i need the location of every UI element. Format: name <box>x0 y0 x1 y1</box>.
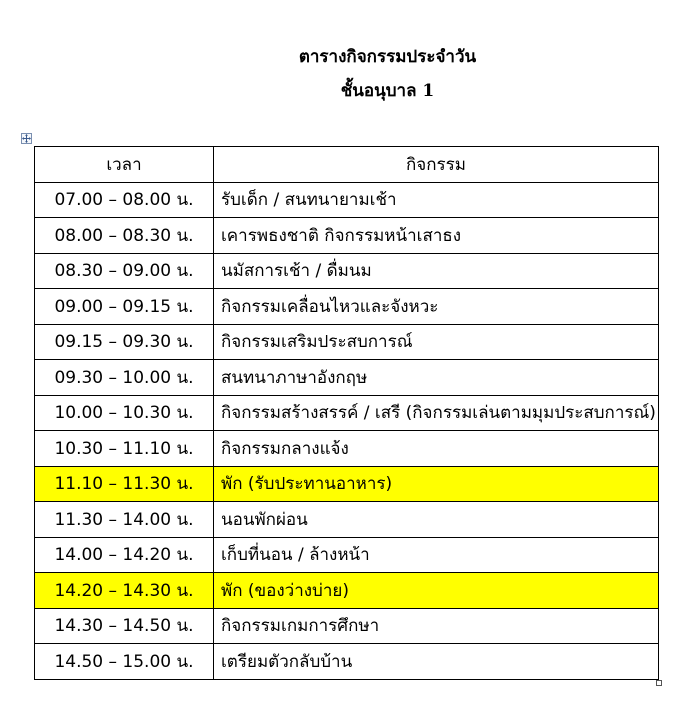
header-time: เวลา <box>35 147 214 183</box>
table-move-handle-icon[interactable] <box>21 133 32 144</box>
row-activity-cell: นอนพักผ่อน <box>214 502 659 538</box>
move-arrows-icon <box>22 134 31 143</box>
table-row <box>35 360 659 396</box>
document-title-block <box>0 40 699 108</box>
row-time-cell: 11.30 – 14.00 น. <box>35 502 214 538</box>
row-activity-cell: กิจกรรมสร้างสรรค์ / เสรี (กิจกรรมเล่นตามมุมประสบการณ์) <box>214 395 659 431</box>
row-time-cell: 08.00 – 08.30 น. <box>35 218 214 254</box>
row-time-cell: 09.00 – 09.15 น. <box>35 289 214 325</box>
row-activity-cell: พัก (รับประทานอาหาร) <box>214 466 659 502</box>
table-row <box>35 182 659 218</box>
table-row <box>35 608 659 644</box>
row-activity-cell: รับเด็ก / สนทนายามเช้า <box>214 182 659 218</box>
row-time-cell: 14.30 – 14.50 น. <box>35 608 214 644</box>
row-activity-cell: เก็บที่นอน / ล้างหน้า <box>214 537 659 573</box>
row-time-cell: 14.20 – 14.30 น. <box>35 573 214 609</box>
table-row <box>35 218 659 254</box>
table-row <box>35 644 659 680</box>
row-activity-cell: เตรียมตัวกลับบ้าน <box>214 644 659 680</box>
row-time-cell: 14.00 – 14.20 น. <box>35 537 214 573</box>
row-time-cell: 10.30 – 11.10 น. <box>35 431 214 467</box>
table-row <box>35 253 659 289</box>
row-time-cell: 11.10 – 11.30 น. <box>35 466 214 502</box>
row-time-cell: 09.15 – 09.30 น. <box>35 324 214 360</box>
table-row <box>35 431 659 467</box>
table-row <box>35 289 659 325</box>
row-time-cell: 07.00 – 08.00 น. <box>35 182 214 218</box>
row-activity-cell: นมัสการเช้า / ดื่มนม <box>214 253 659 289</box>
table-row <box>35 395 659 431</box>
page-subtitle: ชั้นอนุบาล 1 <box>340 81 435 101</box>
row-time-cell: 10.00 – 10.30 น. <box>35 395 214 431</box>
row-time-cell: 09.30 – 10.00 น. <box>35 360 214 396</box>
table-row <box>35 537 659 573</box>
header-activity: กิจกรรม <box>214 147 659 183</box>
row-time-cell: 14.50 – 15.00 น. <box>35 644 214 680</box>
table-row <box>35 573 659 609</box>
row-activity-cell: เคารพธงชาติ กิจกรรมหน้าเสาธง <box>214 218 659 254</box>
table-resize-handle-icon[interactable] <box>656 680 662 686</box>
row-activity-cell: กิจกรรมเคลื่อนไหวและจังหวะ <box>214 289 659 325</box>
row-activity-cell: พัก (ของว่างบ่าย) <box>214 573 659 609</box>
schedule-table <box>34 146 659 680</box>
schedule-body <box>35 182 659 679</box>
row-time-cell: 08.30 – 09.00 น. <box>35 253 214 289</box>
table-row <box>35 324 659 360</box>
row-activity-cell: กิจกรรมกลางแจ้ง <box>214 431 659 467</box>
row-activity-cell: กิจกรรมเสริมประสบการณ์ <box>214 324 659 360</box>
table-header-row <box>35 147 659 183</box>
page-title: ตารางกิจกรรมประจำวัน <box>298 47 477 67</box>
table-row <box>35 502 659 538</box>
row-activity-cell: กิจกรรมเกมการศึกษา <box>214 608 659 644</box>
row-activity-cell: สนทนาภาษาอังกฤษ <box>214 360 659 396</box>
table-row <box>35 466 659 502</box>
